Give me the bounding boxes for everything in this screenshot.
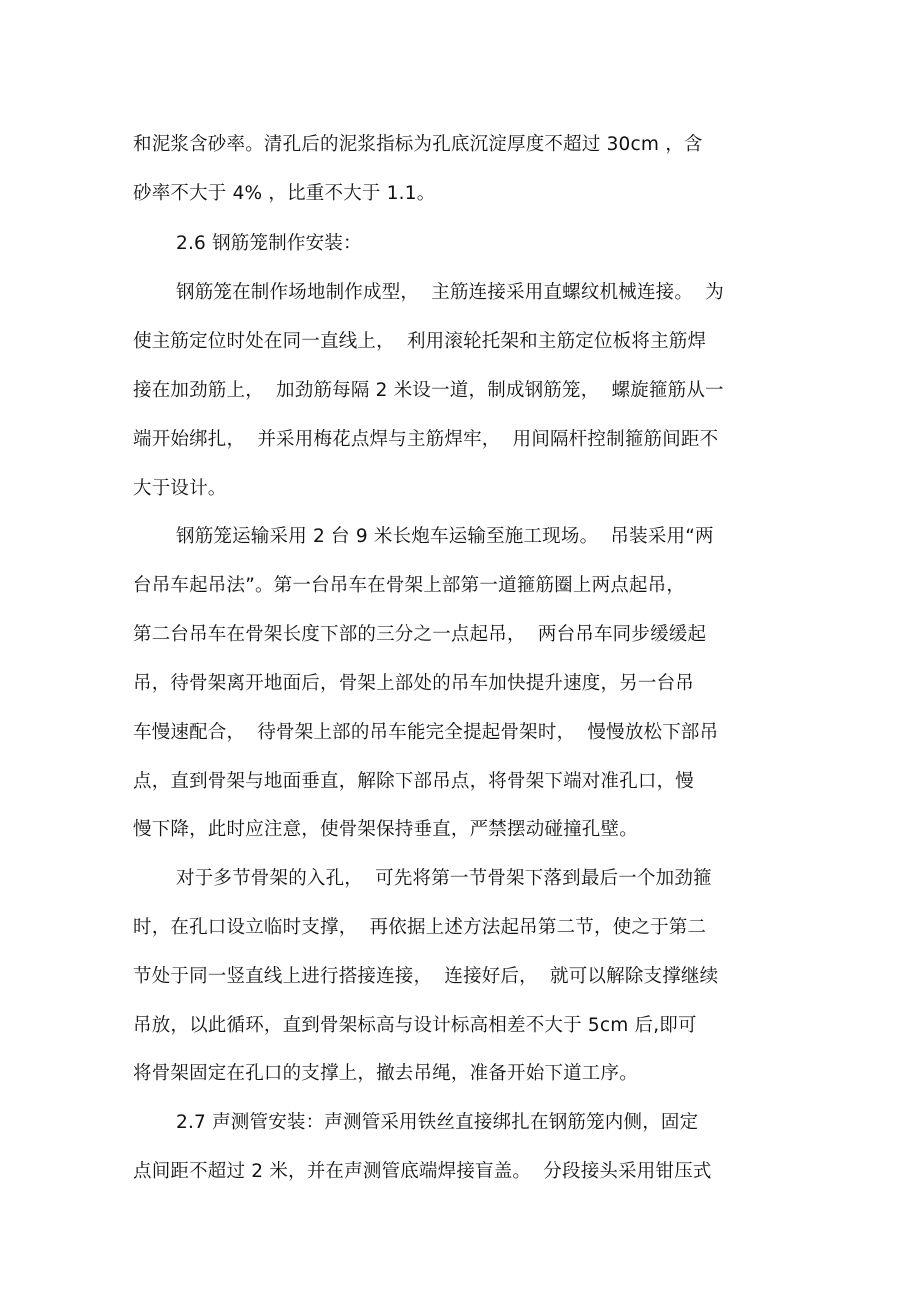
text-line: 节处于同一竖直线上进行搭接连接， 连接好后， 就可以解除支撑继续	[133, 966, 719, 987]
text-line: 车慢速配合， 待骨架上部的吊车能完全提起骨架时， 慢慢放松下部吊	[133, 722, 719, 743]
text-line: 钢筋笼在制作场地制作成型， 主筋连接采用直螺纹机械连接。 为	[176, 282, 724, 303]
text-line: 第二台吊车在骨架长度下部的三分之一点起吊， 两台吊车同步缓缓起	[133, 624, 707, 645]
text-line: 使主筋定位时处在同一直线上， 利用滚轮托架和主筋定位板将主筋焊	[133, 331, 707, 352]
text-line: 台吊车起吊法”。第一台吊车在骨架上部第一道箍筋圈上两点起吊，	[133, 575, 686, 596]
text-line: 吊，待骨架离开地面后，骨架上部处的吊车加快提升速度，另一台吊	[133, 673, 695, 694]
text-line: 砂率不大于 4% ，比重不大于 1.1。	[133, 183, 436, 204]
text-line: 慢下降，此时应注意，使骨架保持垂直，严禁摆动碰撞孔壁。	[133, 819, 638, 840]
text-line: 时，在孔口设立临时支撑， 再依据上述方法起吊第二节，使之于第二	[133, 917, 707, 938]
text-line: 和泥浆含砂率。清孔后的泥浆指标为孔底沉淀厚度不超过 30cm ，含	[133, 134, 703, 155]
section-heading: 2.7 声测管安装：声测管采用铁丝直接绑扎在钢筋笼内侧，固定	[176, 1112, 699, 1133]
text-line: 端开始绑扎， 并采用梅花点焊与主筋焊牢， 用间隔杆控制箍筋间距不	[133, 429, 719, 450]
text-line: 点间距不超过 2 米，并在声测管底端焊接盲盖。 分段接头采用钳压式	[133, 1161, 712, 1182]
text-line: 将骨架固定在孔口的支撑上，撤去吊绳，准备开始下道工序。	[133, 1063, 638, 1084]
text-line: 钢筋笼运输采用 2 台 9 米长炮车运输至施工现场。 吊装采用“两	[176, 526, 714, 547]
text-line: 大于设计。	[133, 478, 227, 499]
text-line: 对于多节骨架的入孔， 可先将第一节骨架下落到最后一个加劲箍	[176, 868, 712, 889]
text-line: 吊放，以此循环，直到骨架标高与设计标高相差不大于 5cm 后,即可	[133, 1015, 697, 1036]
section-heading: 2.6 钢筋笼制作安装：	[176, 233, 362, 254]
text-line: 接在加劲筋上， 加劲筋每隔 2 米设一道，制成钢筋笼， 螺旋箍筋从一	[133, 380, 724, 401]
text-line: 点，直到骨架与地面垂直，解除下部吊点，将骨架下端对准孔口，慢	[133, 771, 695, 792]
